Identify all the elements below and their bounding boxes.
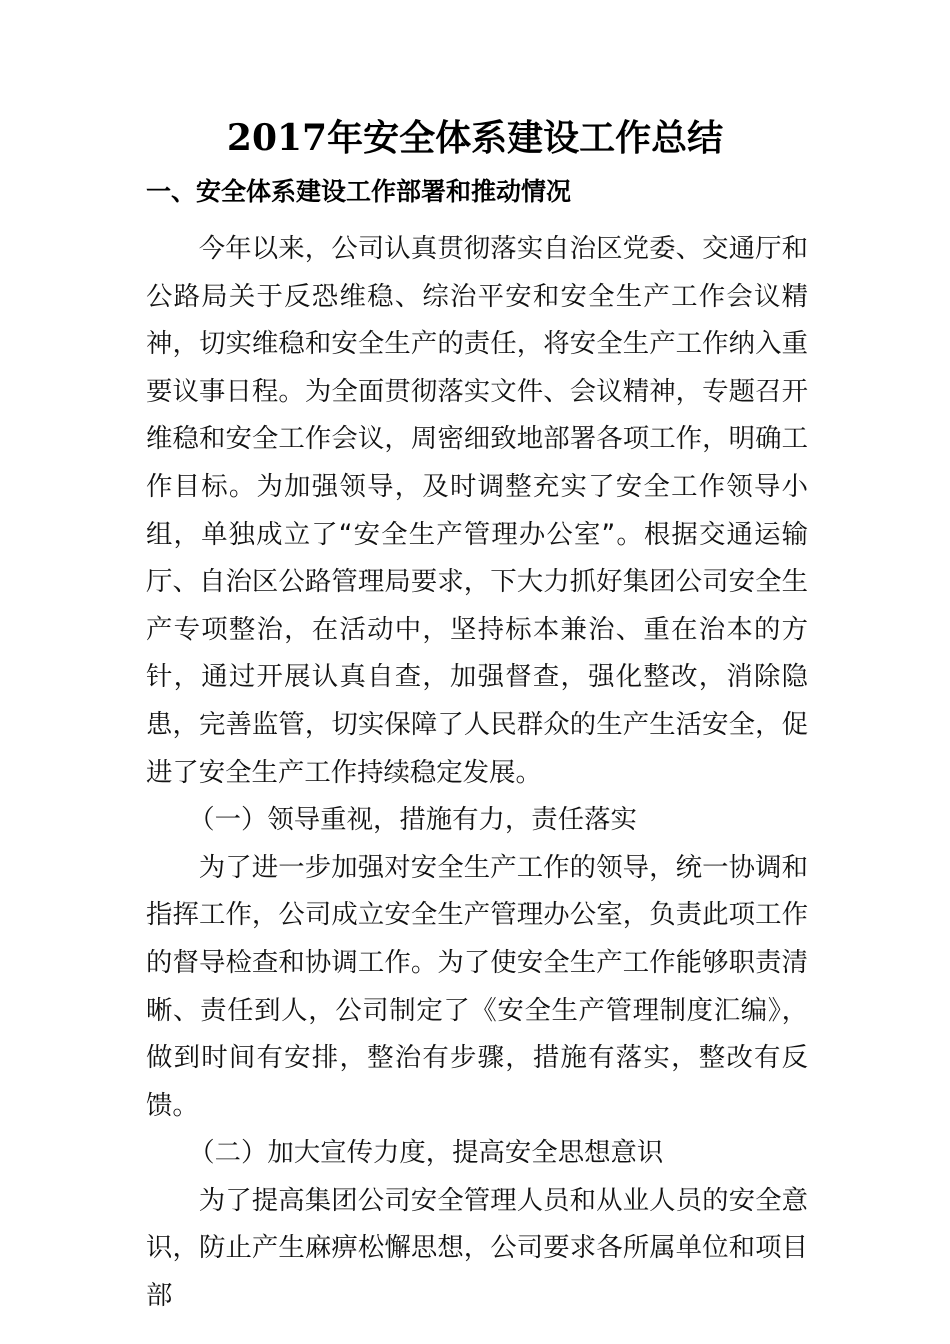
document-body bbox=[146, 225, 808, 1320]
paragraph-publicity: 为了提高集团公司安全管理人员和从业人员的安全意识，防止产生麻痹松懈思想，公司要求各所属单位和项目部 bbox=[146, 1184, 808, 1312]
document-title: 2017年安全体系建设工作总结 bbox=[226, 117, 724, 159]
section-heading-1: 一、安全体系建设工作部署和推动情况 bbox=[146, 177, 572, 206]
paragraph-intro: 今年以来，公司认真贯彻落实自治区党委、交通厅和公路局关于反恐维稳、综治平安和安全生产工作会议精神，切实维稳和安全生产的责任，将安全生产工作纳入重要议事日程。为全面贯彻落实文件、会议精神，专题召开维稳和安全工作会议，周密细致地部署各项工作，明确工作目标。为加强领导，及时调整充实了安全工作领导小组，单独成立了“安全生产管理办公室”。根据交通运输厅、自治区公路管理局要求，下大力抓好集团公司安全生产专项整治，在活动中，坚持标本兼治、重在治本的方针，通过开展认真自查，加强督查，强化整改，消除隐患，完善监管，切实保障了人民群众的生产生活安全，促进了安全生产工作持续稳定发展。 bbox=[146, 233, 808, 788]
subheading-2: （二）加大宣传力度，提高安全思想意识 bbox=[188, 1137, 664, 1169]
subheading-1: （一）领导重视，措施有力，责任落实 bbox=[188, 804, 637, 836]
paragraph-leadership: 为了进一步加强对安全生产工作的领导，统一协调和指挥工作，公司成立安全生产管理办公室，负责此项工作的督导检查和协调工作。为了使安全生产工作能够职责清晰、责任到人，公司制定了《安全生产管理制度汇编》，做到时间有安排，整治有步骤，措施有落实，整改有反馈。 bbox=[146, 851, 808, 1121]
